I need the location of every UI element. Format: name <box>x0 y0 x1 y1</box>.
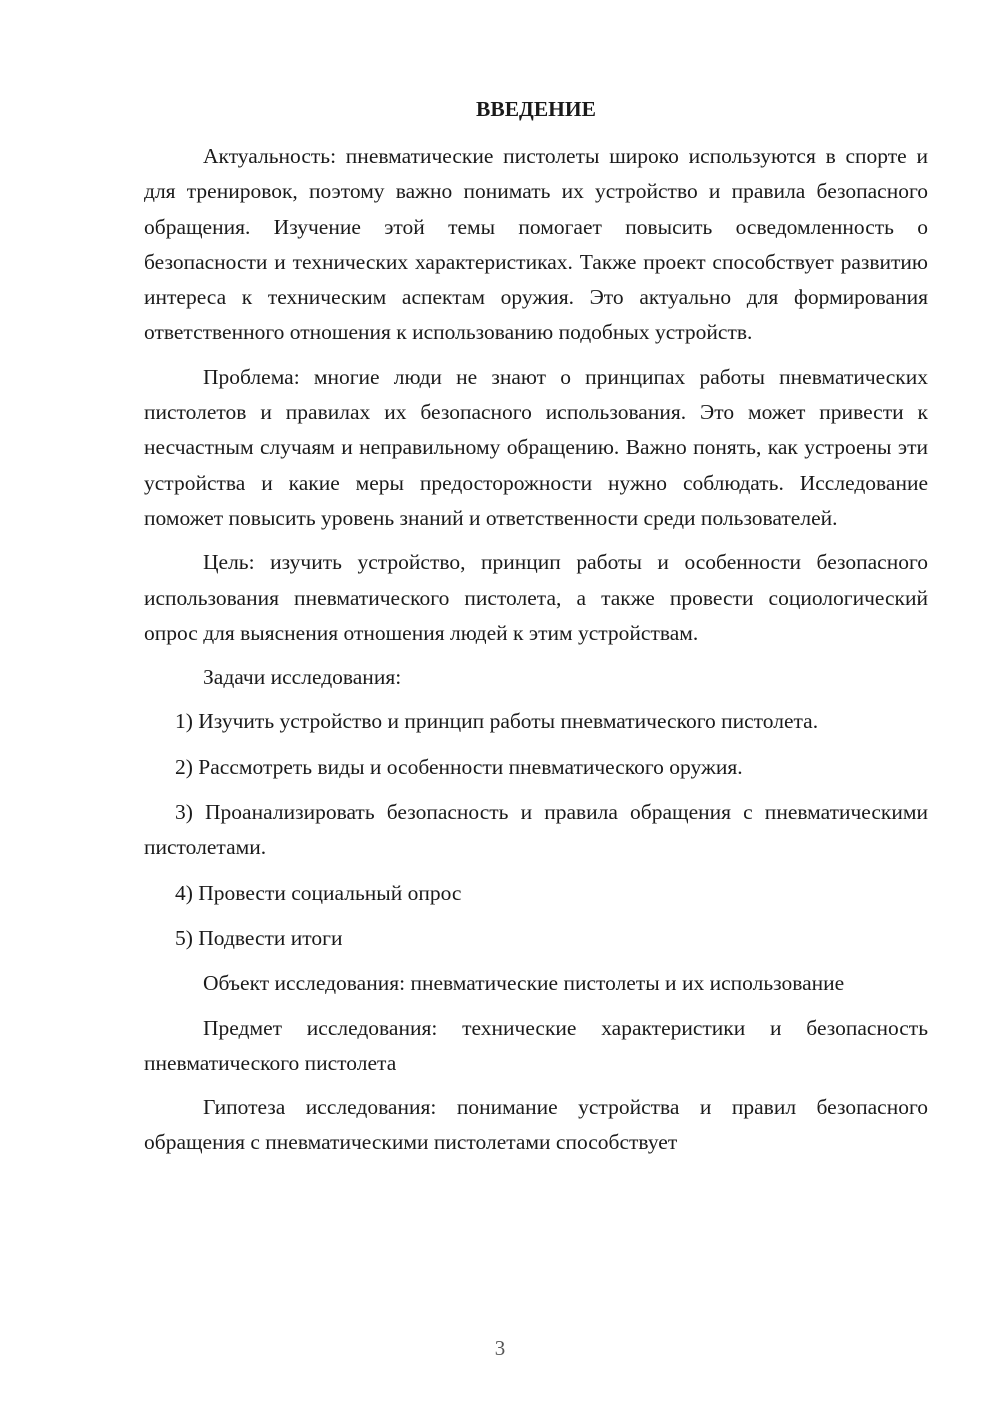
tasks-heading: Задачи исследования: <box>203 665 402 690</box>
paragraph-object: Объект исследования: пневматические пистолеты и их использование <box>203 971 845 996</box>
paragraph-goal: Цель: изучить устройство, принцип работы и особенности безопасного использования пневматического пистолета, а также провести социологический опрос для выяснения отношения людей к этим устройствам. <box>144 550 928 645</box>
document-title: ВВЕДЕНИЕ <box>476 97 596 121</box>
task-item: 3) Проанализировать безопасность и правила обращения с пневматическими пистолетами. <box>144 800 928 860</box>
page-number: 3 <box>494 1336 506 1360</box>
task-item: 5) Подвести итоги <box>175 925 343 950</box>
task-item: 2) Рассмотреть виды и особенности пневматического оружия. <box>175 754 743 779</box>
paragraph-hypothesis: Гипотеза исследования: понимание устройства и правил безопасного обращения с пневматическими пистолетами способствует <box>144 1095 928 1155</box>
paragraph-relevance: Актуальность: пневматические пистолеты широко используются в спорте и для тренировок, поэтому важно понимать их устройство и правила безопасного обращения. Изучение этой темы помогает повысить осведомленность о безопасности и технических характеристиках. Также проект способствует развитию интереса к техническим аспектам оружия. Это актуально для формирования ответственного отношения к использованию подобных устройств. <box>144 144 928 345</box>
document-page <box>144 88 928 1170</box>
task-item: 1) Изучить устройство и принцип работы пневматического пистолета. <box>175 709 819 734</box>
paragraph-subject: Предмет исследования: технические характеристики и безопасность пневматического пистолета <box>144 1015 928 1075</box>
task-item: 4) Провести социальный опрос <box>175 880 462 905</box>
paragraph-problem: Проблема: многие люди не знают о принципах работы пневматических пистолетов и правилах их безопасного использования. Это может привести к несчастным случаям и неправильному обращению. Важно понять, как устроены эти устройства и какие меры предосторожности нужно соблюдать. Исследование поможет повысить уровень знаний и ответственности среди пользователей. <box>144 364 928 530</box>
